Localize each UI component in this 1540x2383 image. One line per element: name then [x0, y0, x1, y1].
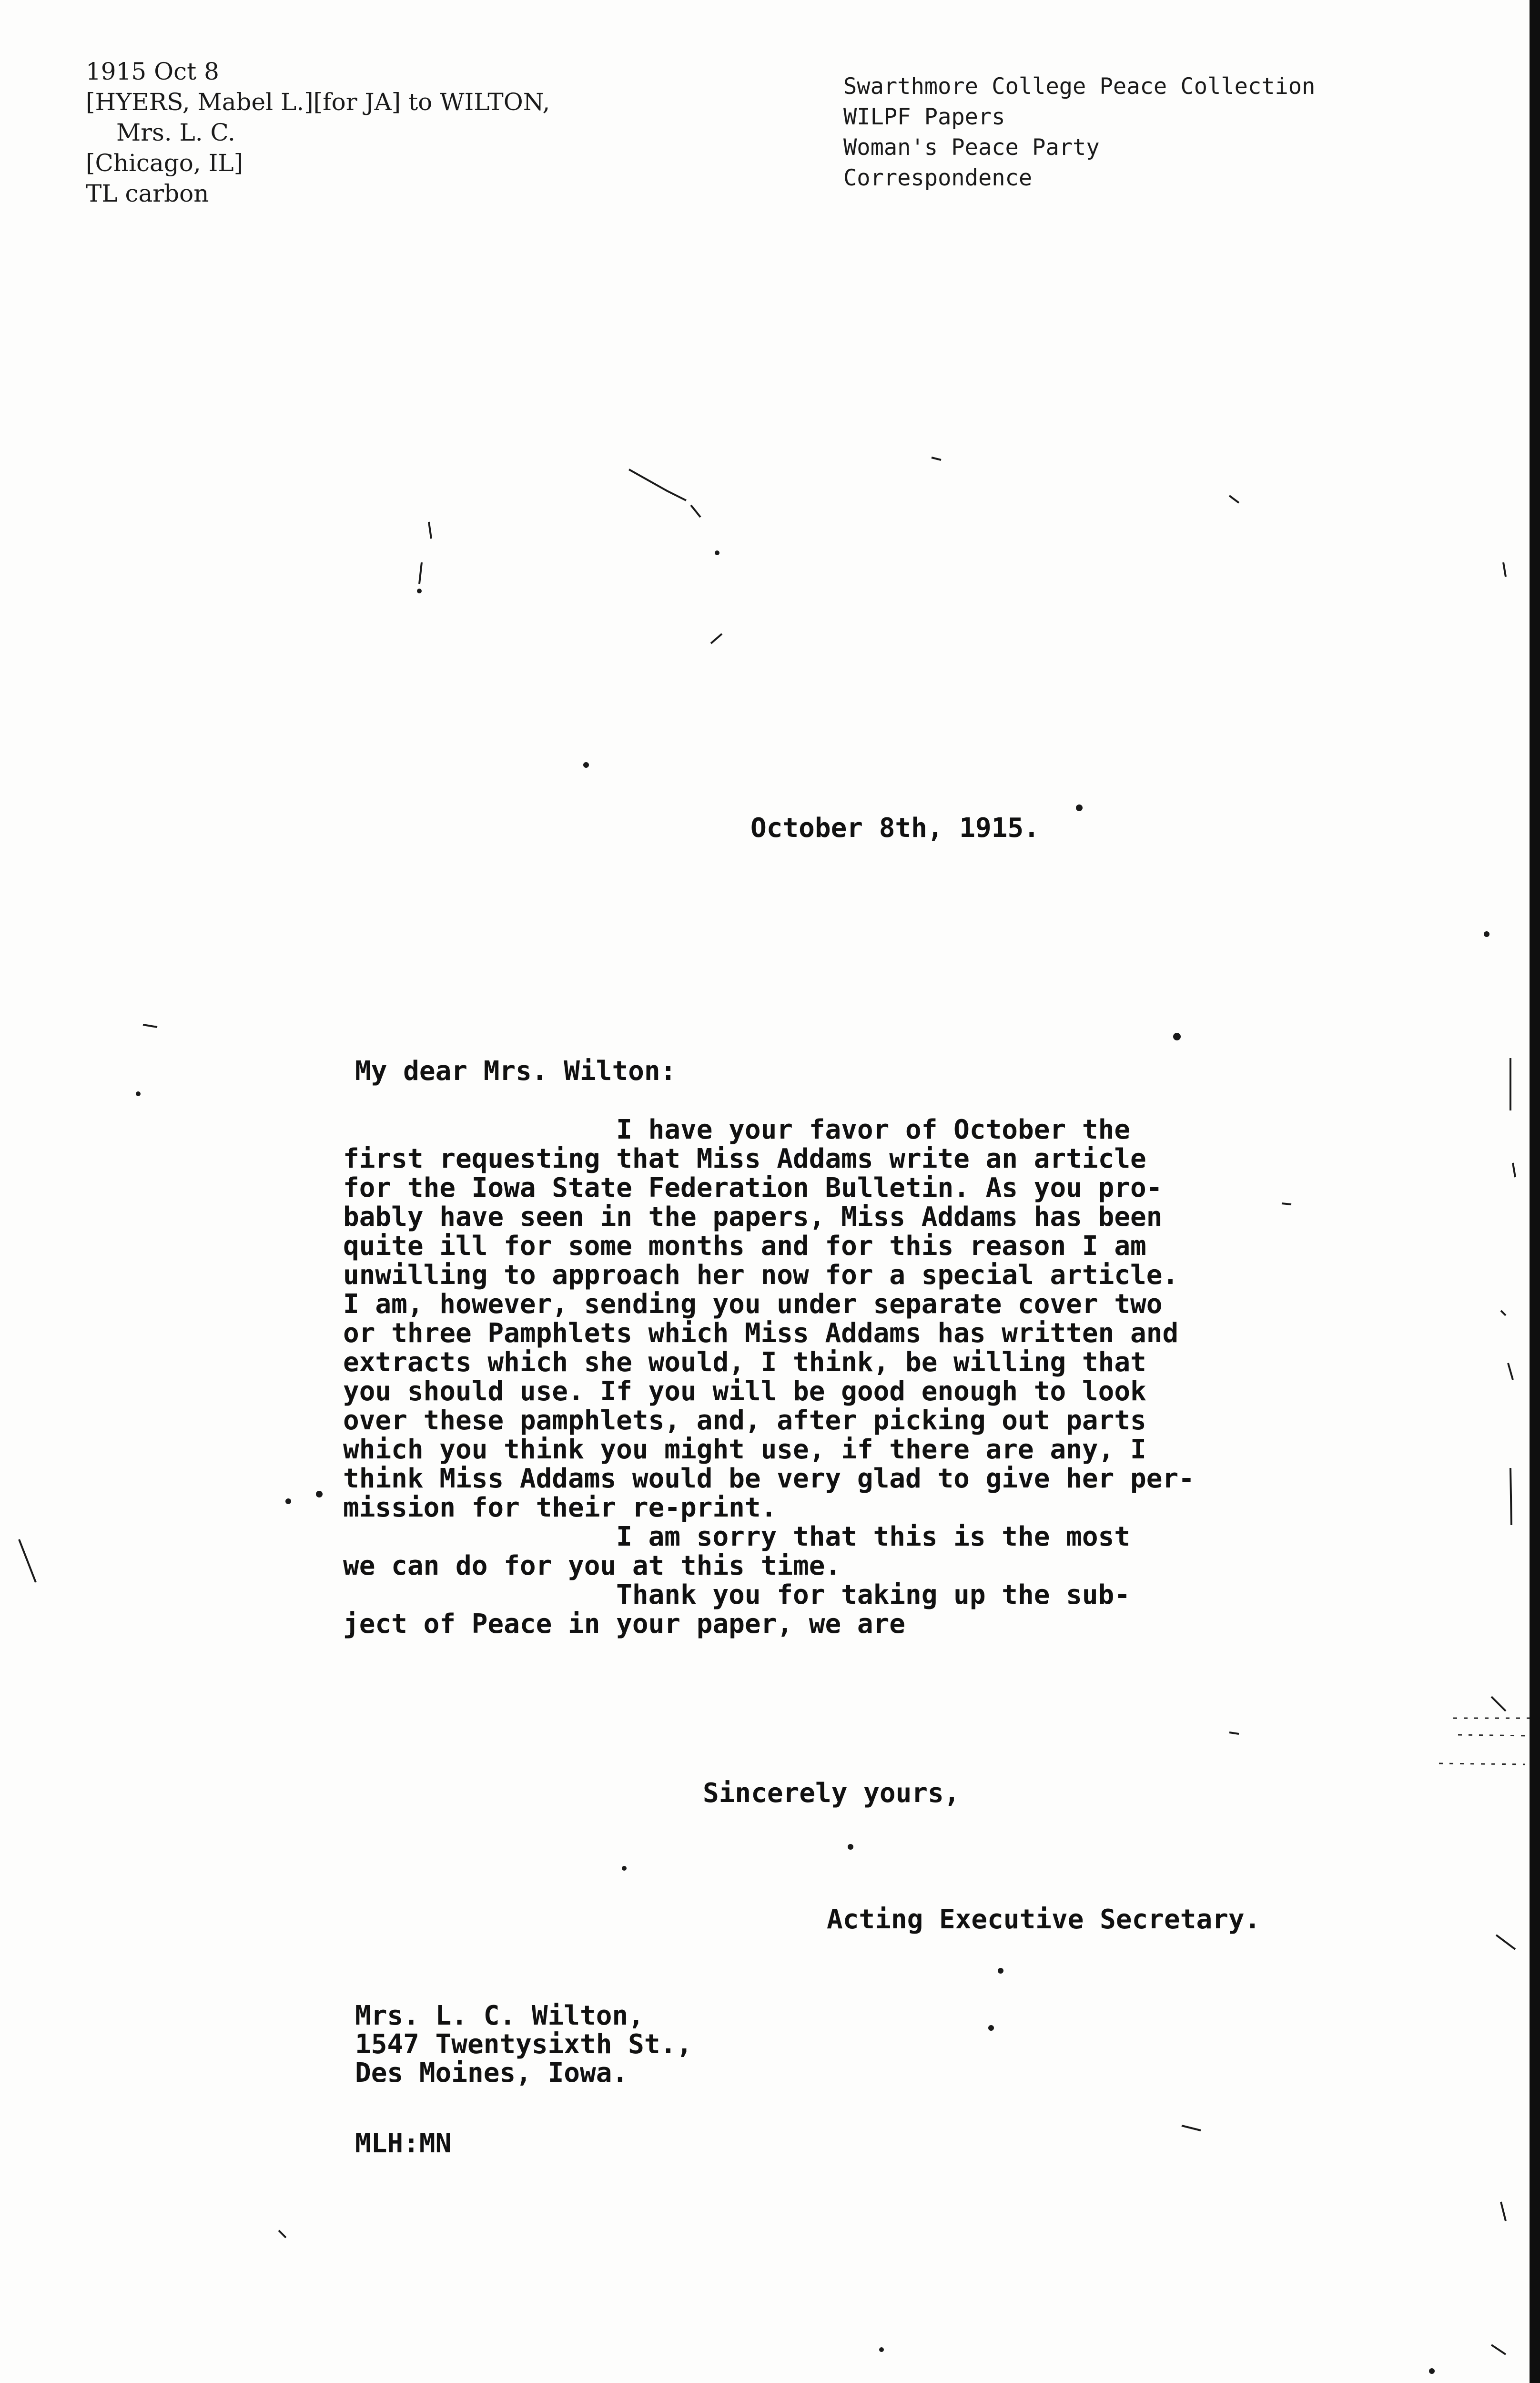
letter-closing: Sincerely yours, [703, 1778, 960, 1809]
catalog-header-left [86, 56, 550, 209]
address-line: Des Moines, Iowa. [355, 2057, 628, 2088]
address-line: 1547 Twentysixth St., [355, 2029, 693, 2060]
collection-series: WILPF Papers [843, 104, 1005, 130]
body-line: mission for their re-print. [343, 1492, 777, 1523]
letter-body [343, 1115, 1195, 1639]
body-line: over these pamphlets, and, after picking out parts [343, 1405, 1146, 1436]
body-line: I am sorry that this is the most [343, 1521, 1131, 1552]
body-line: I am, however, sending you under separate cover two [343, 1289, 1163, 1320]
body-line: think Miss Addams would be very glad to give her per- [343, 1463, 1195, 1494]
signature-title: Acting Executive Secretary. [827, 1904, 1261, 1935]
collection-folder: Correspondence [843, 165, 1033, 191]
body-line: you should use. If you will be good enough to look [343, 1376, 1146, 1407]
reference-initials: MLH:MN [355, 2128, 452, 2159]
body-line: I have your favor of October the [343, 1114, 1131, 1145]
catalog-format: TL carbon [86, 180, 209, 207]
catalog-date: 1915 Oct 8 [86, 58, 219, 85]
address-line: Mrs. L. C. Wilton, [355, 2000, 644, 2031]
catalog-header-right [843, 71, 1315, 193]
catalog-recipient: Mrs. L. C. [116, 119, 235, 146]
catalog-place: [Chicago, IL] [86, 149, 243, 177]
body-line: bably have seen in the papers, Miss Addams has been [343, 1202, 1163, 1232]
body-line: extracts which she would, I think, be willing that [343, 1347, 1146, 1378]
collection-name: Swarthmore College Peace Collection [843, 73, 1316, 100]
body-line: we can do for you at this time. [343, 1550, 841, 1581]
body-line: or three Pamphlets which Miss Addams has written and [343, 1318, 1179, 1349]
body-line: ject of Peace in your paper, we are [343, 1609, 906, 1640]
body-line: which you think you might use, if there are any, I [343, 1434, 1146, 1465]
letter-date: October 8th, 1915. [750, 813, 1040, 844]
body-line: quite ill for some months and for this reason I am [343, 1231, 1146, 1262]
letter-salutation: My dear Mrs. Wilton: [355, 1056, 677, 1087]
body-line: for the Iowa State Federation Bulletin. As you pro- [343, 1172, 1163, 1203]
collection-subseries: Woman's Peace Party [843, 134, 1100, 161]
catalog-correspondents: [HYERS, Mabel L.][for JA] to WILTON, [86, 88, 550, 116]
body-line: first requesting that Miss Addams write an article [343, 1143, 1146, 1174]
recipient-address [355, 2002, 692, 2088]
body-line: Thank you for taking up the sub- [343, 1579, 1131, 1610]
body-line: unwilling to approach her now for a special article. [343, 1260, 1179, 1291]
scan-right-edge [1530, 0, 1540, 2383]
